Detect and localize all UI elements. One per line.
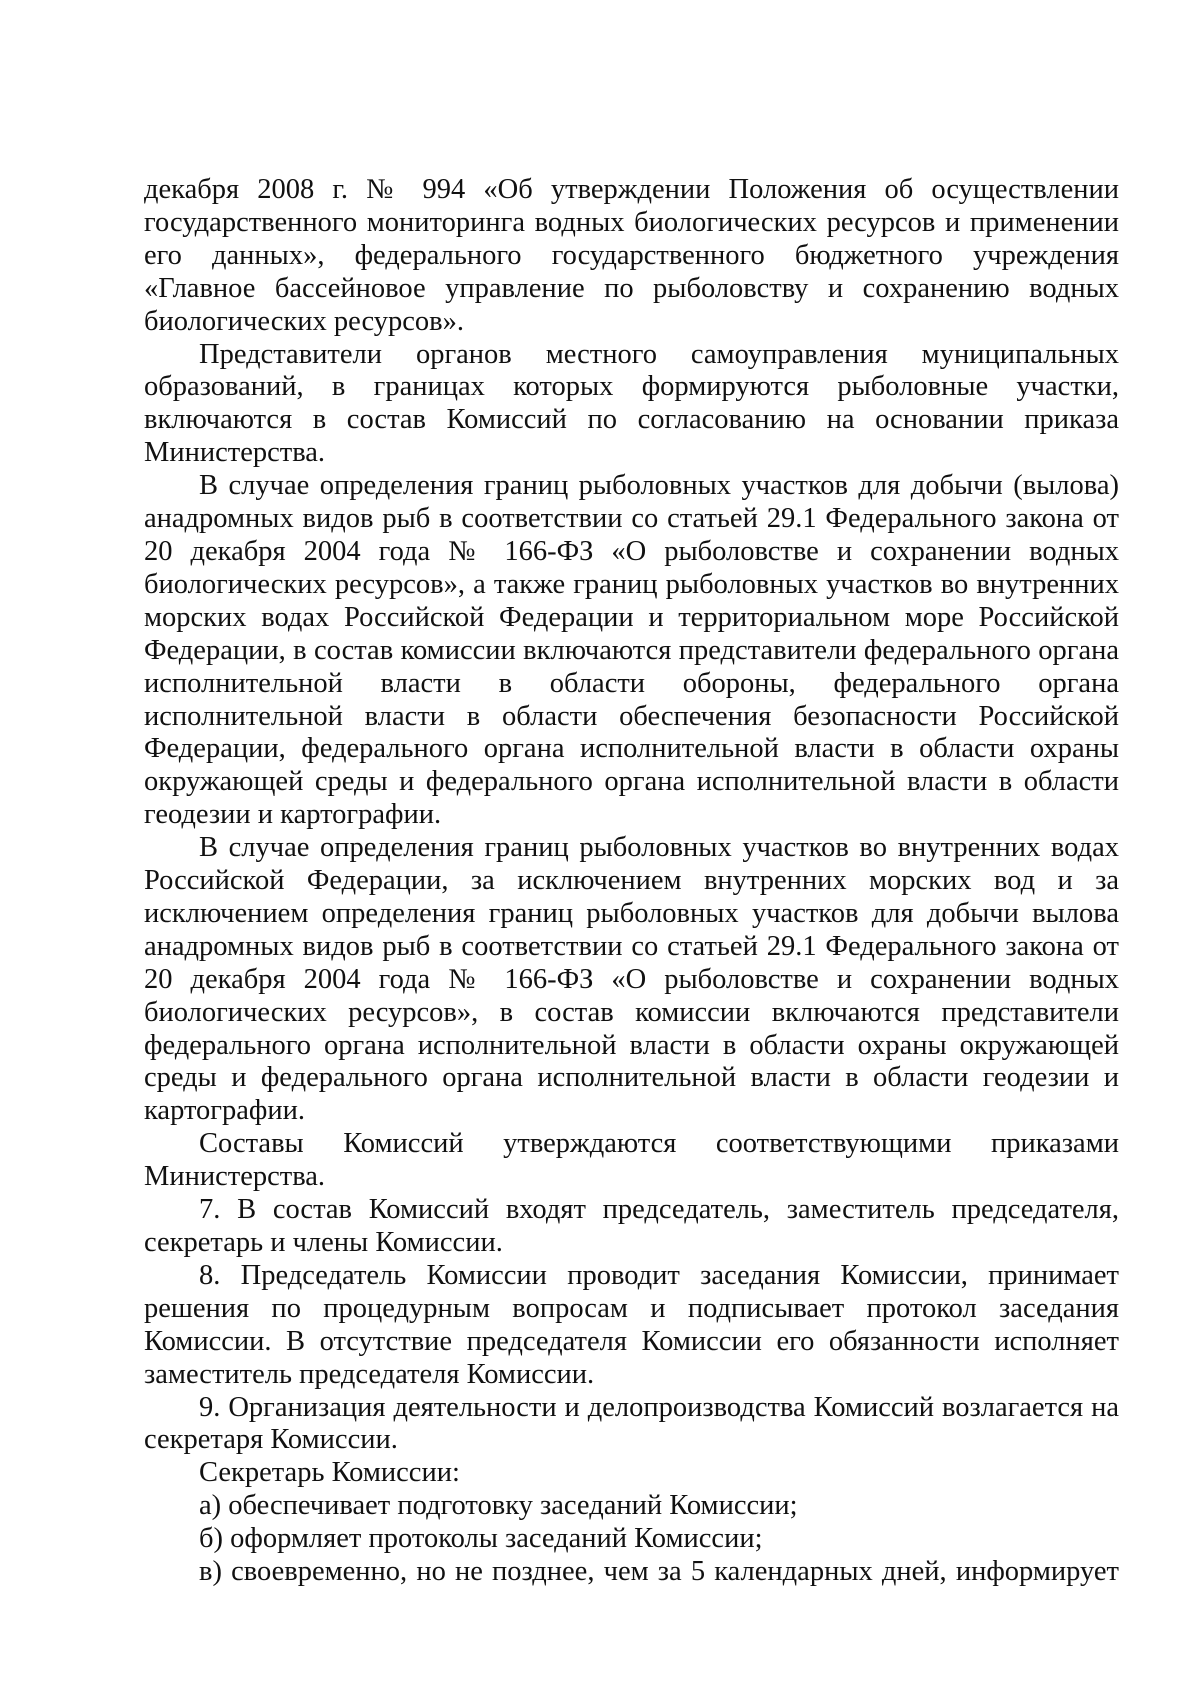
list-item-a: а) обеспечивает подготовку заседаний Комиссии; xyxy=(199,1490,798,1522)
paragraph-secretary-heading: Секретарь Комиссии: xyxy=(199,1457,460,1489)
paragraph-item-7: 7. В состав Комиссий входят председатель, заместитель председателя, секретарь и члены Комиссии. xyxy=(144,1194,1119,1258)
paragraph-anadromous-sea-waters: В случае определения границ рыболовных участков для добычи (вылова) анадромных видов рыб в соответствии со статьей 29.1 Федерального закона от 20 декабря 2004 года № 166-ФЗ «О рыболовстве и сохранении водных биологических ресурсов», а также границ рыболовных участков во внутренних морских водах Российской Федерации и территориальном море Российской Федерации, в состав комиссии включаются представители федерального органа исполнительной власти в области обороны, федерального органа исполнительной власти в области обеспечения безопасности Российской Федерации, федерального органа исполнительной власти в области охраны окружающей среды и федерального органа исполнительной власти в области геодезии и картографии. xyxy=(144,470,1119,831)
document-page xyxy=(144,174,1119,1589)
paragraph-local-authorities: Представители органов местного самоуправления муниципальных образований, в границах которых формируются рыболовные участки, включаются в состав Комиссий по согласованию на основании приказа Министерства. xyxy=(144,338,1119,469)
list-item-c: в) своевременно, но не позднее, чем за 5 календарных дней, информирует xyxy=(199,1556,1119,1588)
paragraph-commission-composition: Составы Комиссий утверждаются соответствующими приказами Министерства. xyxy=(144,1128,1119,1193)
paragraph-item-8: 8. Председатель Комиссии проводит заседания Комиссии, принимает решения по процедурным вопросам и подписывает протокол заседания Комиссии. В отсутствие председателя Комиссии его обязанности исполняет заместитель председателя Комиссии. xyxy=(144,1259,1119,1390)
paragraph-inland-waters: В случае определения границ рыболовных участков во внутренних водах Российской Федерации, за исключением внутренних морских вод и за исключением определения границ рыболовных участков для добычи вылова анадромных видов рыб в соответствии со статьей 29.1 Федерального закона от 20 декабря 2004 года № 166-ФЗ «О рыболовстве и сохранении водных биологических ресурсов», в состав комиссии включаются представители федерального органа исполнительной власти в области охраны окружающей среды и федерального органа исполнительной власти в области геодезии и картографии. xyxy=(144,832,1119,1127)
list-item-b: б) оформляет протоколы заседаний Комиссии; xyxy=(199,1523,763,1555)
paragraph-continuation: декабря 2008 г. № 994 «Об утверждении Положения об осуществлении государственного мониторинга водных биологических ресурсов и применении его данных», федерального государственного бюджетного учреждения «Главное бассейновое управление по рыболовству и сохранению водных биологических ресурсов». xyxy=(144,174,1119,337)
paragraph-item-9: 9. Организация деятельности и делопроизводства Комиссий возлагается на секретаря Комиссии. xyxy=(144,1391,1119,1456)
